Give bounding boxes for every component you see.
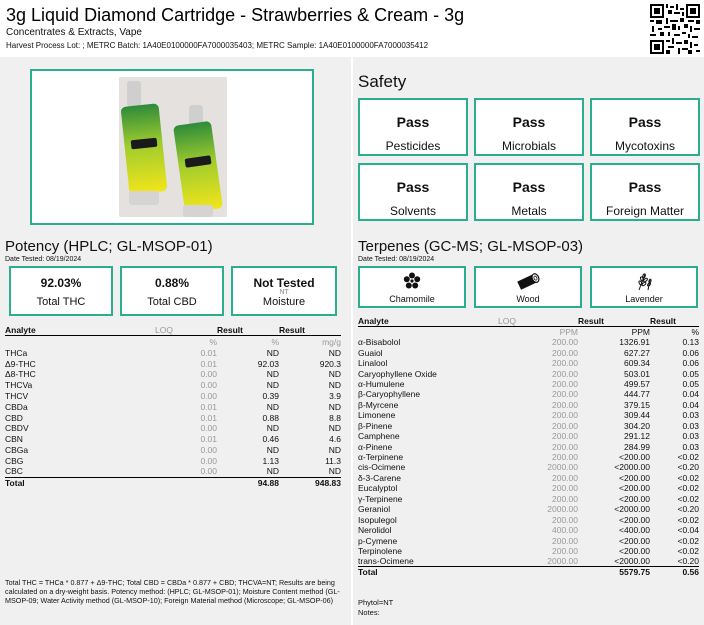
terpenes-title: Terpenes (GC-MS; GL-MSOP-03)	[358, 238, 584, 255]
total-percent: 94.88	[217, 477, 279, 488]
total-cell	[498, 567, 578, 578]
result-value: 284.99	[624, 441, 650, 452]
column-header: LOQ	[155, 325, 217, 336]
table-row	[358, 556, 699, 567]
result-value: 8.8	[329, 412, 341, 423]
analyte-name: Guaiol	[358, 347, 383, 358]
table-row	[358, 462, 699, 472]
column-header: Analyte	[358, 316, 498, 327]
safety-result: Pass	[512, 179, 546, 195]
result-value: 0.05	[682, 368, 699, 379]
loq-value: 2000.00	[547, 556, 578, 567]
loq-value: 200.00	[552, 452, 578, 463]
result-value: 920.3	[319, 358, 341, 369]
table-row	[358, 535, 699, 545]
table-row	[5, 391, 341, 402]
terpenes-header-row	[358, 316, 699, 327]
table-row	[358, 483, 699, 493]
loq-value: 0.01	[200, 401, 217, 412]
loq-value: 200.00	[552, 441, 578, 452]
table-row	[5, 380, 341, 391]
result-value: <200.00	[619, 472, 650, 483]
analyte-name: Geraniol	[358, 504, 391, 515]
loq-value: 200.00	[552, 347, 578, 358]
loq-value: 200.00	[552, 420, 578, 431]
result-value: <0.02	[677, 452, 699, 463]
safety-result: Pass	[628, 114, 662, 130]
table-row	[358, 441, 699, 451]
result-value: <200.00	[619, 452, 650, 463]
result-value: 0.13	[682, 337, 699, 348]
safety-result: Pass	[628, 179, 662, 195]
loq-value: 0.00	[200, 369, 217, 380]
result-value: 291.12	[624, 431, 650, 442]
loq-value: 200.00	[552, 431, 578, 442]
result-value: 304.20	[624, 420, 650, 431]
analyte-name: γ-Terpinene	[358, 493, 403, 504]
potency-date: Date Tested: 08/19/2024	[5, 256, 82, 263]
result-value: ND	[266, 466, 279, 477]
analyte-name: p-Cymene	[358, 535, 398, 546]
total-cbd-label: Total CBD	[147, 296, 197, 308]
safety-pesticides[interactable]	[358, 98, 468, 156]
result-value: <200.00	[619, 545, 650, 556]
potency-units-row	[5, 336, 341, 348]
loq-value: 0.00	[200, 391, 217, 402]
total-thc-value: 92.03%	[40, 276, 82, 290]
analyte-name: Isopulegol	[358, 514, 397, 525]
result-value: 0.46	[262, 434, 279, 445]
loq-value: 0.01	[200, 434, 217, 445]
result-value: 0.04	[682, 389, 699, 400]
loq-value: 200.00	[552, 358, 578, 369]
result-value: 0.04	[682, 399, 699, 410]
result-value: <2000.00	[614, 556, 650, 567]
total-label: Total	[358, 567, 498, 578]
total-cell	[155, 477, 217, 488]
result-value: <0.02	[677, 483, 699, 494]
table-row	[5, 466, 341, 477]
result-value: <0.20	[677, 462, 699, 473]
result-value: <2000.00	[614, 462, 650, 473]
product-category: Concentrates & Extracts, Vape	[6, 27, 142, 38]
result-value: ND	[328, 445, 341, 456]
analyte-name: β-Pinene	[358, 420, 393, 431]
table-row	[5, 412, 341, 423]
column-header: Result	[578, 316, 650, 327]
result-value: 379.15	[624, 399, 650, 410]
loq-value: 0.01	[200, 412, 217, 423]
flower-icon	[402, 271, 422, 291]
table-row	[358, 514, 699, 524]
product-photo-frame	[30, 69, 314, 225]
analyte-name: CBG	[5, 455, 24, 466]
result-value: ND	[266, 347, 279, 358]
result-value: <0.04	[677, 525, 699, 536]
loq-value: 0.00	[200, 455, 217, 466]
result-value: ND	[328, 466, 341, 477]
potency-rows	[5, 348, 341, 478]
result-value: ND	[328, 380, 341, 391]
total-ppm: 5579.75	[578, 567, 650, 578]
table-row	[358, 525, 699, 535]
analyte-name: trans-Ocimene	[358, 556, 414, 567]
table-row	[358, 379, 699, 389]
safety-label: Solvents	[389, 204, 437, 218]
potency-header-row	[5, 325, 341, 336]
analyte-name: Nerolidol	[358, 525, 392, 536]
terpenes-total-row	[358, 567, 699, 578]
result-value: 92.03	[257, 358, 279, 369]
unit-cell: %	[209, 336, 217, 347]
analyte-name: THCa	[5, 347, 28, 358]
safety-foreign-matter[interactable]	[590, 163, 700, 221]
terpene-profile-label: Wood	[516, 294, 540, 304]
loq-value: 0.00	[200, 380, 217, 391]
lot-info: Harvest Process Lot: ; METRC Batch: 1A40E0100000FA7000035403; METRC Sample: 1A40E0100000FA7000035412	[6, 41, 429, 50]
loq-value: 200.00	[552, 472, 578, 483]
loq-value: 200.00	[552, 378, 578, 389]
analyte-name: δ-3-Carene	[358, 472, 401, 483]
product-photo	[119, 77, 227, 217]
total-mgg: 948.83	[279, 477, 341, 488]
analyte-name: THCVa	[5, 380, 33, 391]
terpene-profile-chamomile[interactable]	[358, 266, 466, 308]
table-row	[358, 494, 699, 504]
loq-value: 200.00	[552, 389, 578, 400]
safety-result: Pass	[396, 179, 430, 195]
analyte-name: Δ9-THC	[5, 358, 36, 369]
safety-microbials[interactable]	[474, 98, 584, 156]
safety-label: Mycotoxins	[614, 139, 676, 153]
result-value: <2000.00	[614, 504, 650, 515]
result-value: 0.88	[262, 412, 279, 423]
table-row	[358, 400, 699, 410]
analyte-name: Δ8-THC	[5, 369, 36, 380]
result-value: 0.03	[682, 441, 699, 452]
loq-value: 2000.00	[547, 504, 578, 515]
table-row	[5, 423, 341, 434]
phytol-note: Phytol=NT	[358, 598, 394, 607]
terpene-profile-lavender[interactable]	[590, 266, 698, 308]
unit-cell	[5, 336, 155, 348]
result-value: ND	[328, 401, 341, 412]
terpenes-rows	[358, 337, 699, 567]
result-value: 503.01	[624, 368, 650, 379]
total-cbd-value: 0.88%	[154, 276, 190, 290]
analyte-name: α-Pinene	[358, 441, 393, 452]
result-value: <0.02	[677, 545, 699, 556]
lavender-icon	[634, 271, 654, 291]
result-value: <0.02	[677, 535, 699, 546]
unit-cell: %	[691, 327, 699, 337]
analyte-name: Eucalyptol	[358, 483, 398, 494]
analyte-name: CBDa	[5, 401, 28, 412]
unit-cell: PPM	[559, 327, 578, 337]
safety-metals[interactable]	[474, 163, 584, 221]
result-value: 0.06	[682, 347, 699, 358]
total-percent: 0.56	[650, 567, 699, 578]
table-row	[358, 347, 699, 357]
table-row	[358, 337, 699, 347]
result-value: ND	[266, 423, 279, 434]
total-thc-label: Total THC	[36, 296, 86, 308]
analyte-name: Terpinolene	[358, 545, 402, 556]
result-value: ND	[328, 347, 341, 358]
total-thc-box[interactable]	[9, 266, 113, 316]
analyte-name: cis-Ocimene	[358, 462, 406, 473]
table-row	[358, 368, 699, 378]
result-value: ND	[266, 401, 279, 412]
table-row	[358, 421, 699, 431]
column-header: Analyte	[5, 325, 155, 336]
result-value: ND	[266, 445, 279, 456]
table-row	[5, 348, 341, 359]
result-value: 609.34	[624, 358, 650, 369]
result-value: ND	[328, 423, 341, 434]
moisture-value: Not Tested	[253, 276, 315, 290]
moisture-sub: NT	[279, 289, 289, 296]
analyte-name: CBGa	[5, 445, 29, 456]
product-title: 3g Liquid Diamond Cartridge - Strawberries & Cream - 3g	[6, 5, 465, 25]
table-row	[358, 431, 699, 441]
safety-title: Safety	[358, 72, 407, 91]
total-label: Total	[5, 477, 155, 488]
table-row	[358, 410, 699, 420]
analyte-name: α-Terpinene	[358, 452, 404, 463]
analyte-name: Camphene	[358, 431, 400, 442]
result-value: 1.13	[262, 455, 279, 466]
result-value: 1326.91	[619, 337, 650, 348]
analyte-name: Linalool	[358, 358, 388, 369]
table-row	[358, 389, 699, 399]
result-value: <200.00	[619, 493, 650, 504]
loq-value: 0.01	[200, 347, 217, 358]
analyte-name: CBC	[5, 466, 23, 477]
cartridge-image-icon	[119, 77, 227, 217]
analyte-name: CBD	[5, 412, 23, 423]
table-row	[358, 504, 699, 514]
potency-table	[5, 325, 341, 488]
result-value: 627.27	[624, 347, 650, 358]
result-value: 4.6	[329, 434, 341, 445]
unit-cell: %	[271, 336, 279, 347]
result-value: 0.03	[682, 410, 699, 421]
result-value: 0.03	[682, 420, 699, 431]
safety-solvents[interactable]	[358, 163, 468, 221]
loq-value: 2000.00	[547, 462, 578, 473]
loq-value: 200.00	[552, 337, 578, 348]
column-header: Result	[279, 325, 341, 336]
loq-value: 0.00	[200, 445, 217, 456]
table-row	[358, 473, 699, 483]
column-header: Result	[217, 325, 279, 336]
result-value: <0.02	[677, 514, 699, 525]
result-value: 444.77	[624, 389, 650, 400]
loq-value: 0.01	[200, 358, 217, 369]
terpenes-table	[358, 316, 699, 577]
safety-result: Pass	[396, 114, 430, 130]
result-value: 499.57	[624, 378, 650, 389]
table-row	[5, 358, 341, 369]
loq-value: 200.00	[552, 399, 578, 410]
potency-title: Potency (HPLC; GL-MSOP-01)	[5, 238, 213, 255]
unit-cell: PPM	[631, 327, 650, 337]
loq-value: 0.00	[200, 466, 217, 477]
loq-value: 200.00	[552, 545, 578, 556]
moisture-box[interactable]	[231, 266, 337, 316]
table-row	[5, 401, 341, 412]
result-value: 3.9	[329, 391, 341, 402]
moisture-label: Moisture	[262, 296, 306, 308]
safety-result: Pass	[512, 114, 546, 130]
analyte-name: β-Caryophyllene	[358, 389, 421, 400]
terpenes-date: Date Tested: 08/19/2024	[358, 256, 435, 263]
table-row	[5, 434, 341, 445]
wood-log-icon	[515, 271, 541, 291]
qr-code-icon[interactable]	[650, 4, 700, 54]
result-value: <200.00	[619, 514, 650, 525]
result-value: <0.02	[677, 493, 699, 504]
potency-footnote: Total THC = THCa * 0.877 + Δ9-THC; Total CBD = CBDa * 0.877 + CBD; THCVA=NT; Results are being calculated on a dry-weight basis. Potency method: (HPLC; GL-MSOP-01); Moisture Content method (GL-MSOP-09; Water Activity method (GL-MSOP-10); Foreign Material method (Microscope; GL-MSOP-06)	[5, 578, 340, 605]
analyte-name: Limonene	[358, 410, 396, 421]
table-row	[5, 455, 341, 466]
terpene-profile-wood[interactable]	[474, 266, 582, 308]
safety-label: Foreign Matter	[605, 204, 685, 218]
loq-value: 200.00	[552, 368, 578, 379]
analyte-name: CBDV	[5, 423, 29, 434]
result-value: ND	[266, 369, 279, 380]
loq-value: 200.00	[552, 514, 578, 525]
result-value: <0.20	[677, 504, 699, 515]
result-value: <0.20	[677, 556, 699, 567]
result-value: <200.00	[619, 535, 650, 546]
table-row	[358, 452, 699, 462]
safety-label: Pesticides	[385, 139, 441, 153]
analyte-name: Caryophyllene Oxide	[358, 368, 437, 379]
loq-value: 200.00	[552, 410, 578, 421]
analyte-name: α-Humulene	[358, 378, 405, 389]
analyte-name: α-Bisabolol	[358, 337, 401, 348]
unit-cell: mg/g	[322, 336, 341, 347]
analyte-name: CBN	[5, 434, 23, 445]
loq-value: 200.00	[552, 535, 578, 546]
result-value: 0.06	[682, 358, 699, 369]
result-value: 309.44	[624, 410, 650, 421]
safety-mycotoxins[interactable]	[590, 98, 700, 156]
column-header: LOQ	[498, 316, 578, 327]
report-header	[0, 0, 704, 56]
loq-value: 200.00	[552, 493, 578, 504]
result-value: <200.00	[619, 483, 650, 494]
result-value: <400.00	[619, 525, 650, 536]
table-row	[358, 358, 699, 368]
column-header: Result	[650, 316, 699, 327]
terpene-profile-label: Chamomile	[389, 294, 435, 304]
result-value: ND	[328, 369, 341, 380]
result-value: 0.05	[682, 378, 699, 389]
safety-label: Metals	[511, 204, 547, 218]
terpenes-units-row	[358, 327, 699, 338]
table-row	[5, 445, 341, 456]
potency-total-row	[5, 477, 341, 488]
notes-label: Notes:	[358, 608, 380, 617]
total-cbd-box[interactable]	[120, 266, 224, 316]
table-row	[5, 369, 341, 380]
result-value: 0.39	[262, 391, 279, 402]
unit-cell	[358, 327, 498, 338]
loq-value: 0.00	[200, 423, 217, 434]
result-value: ND	[266, 380, 279, 391]
result-value: <0.02	[677, 472, 699, 483]
loq-value: 400.00	[552, 525, 578, 536]
result-value: 11.3	[325, 455, 341, 466]
analyte-name: THCV	[5, 391, 29, 402]
safety-label: Microbials	[501, 139, 556, 153]
table-row	[358, 546, 699, 556]
loq-value: 200.00	[552, 483, 578, 494]
result-value: 0.03	[682, 431, 699, 442]
terpene-profile-label: Lavender	[625, 294, 663, 304]
analyte-name: β-Myrcene	[358, 399, 399, 410]
